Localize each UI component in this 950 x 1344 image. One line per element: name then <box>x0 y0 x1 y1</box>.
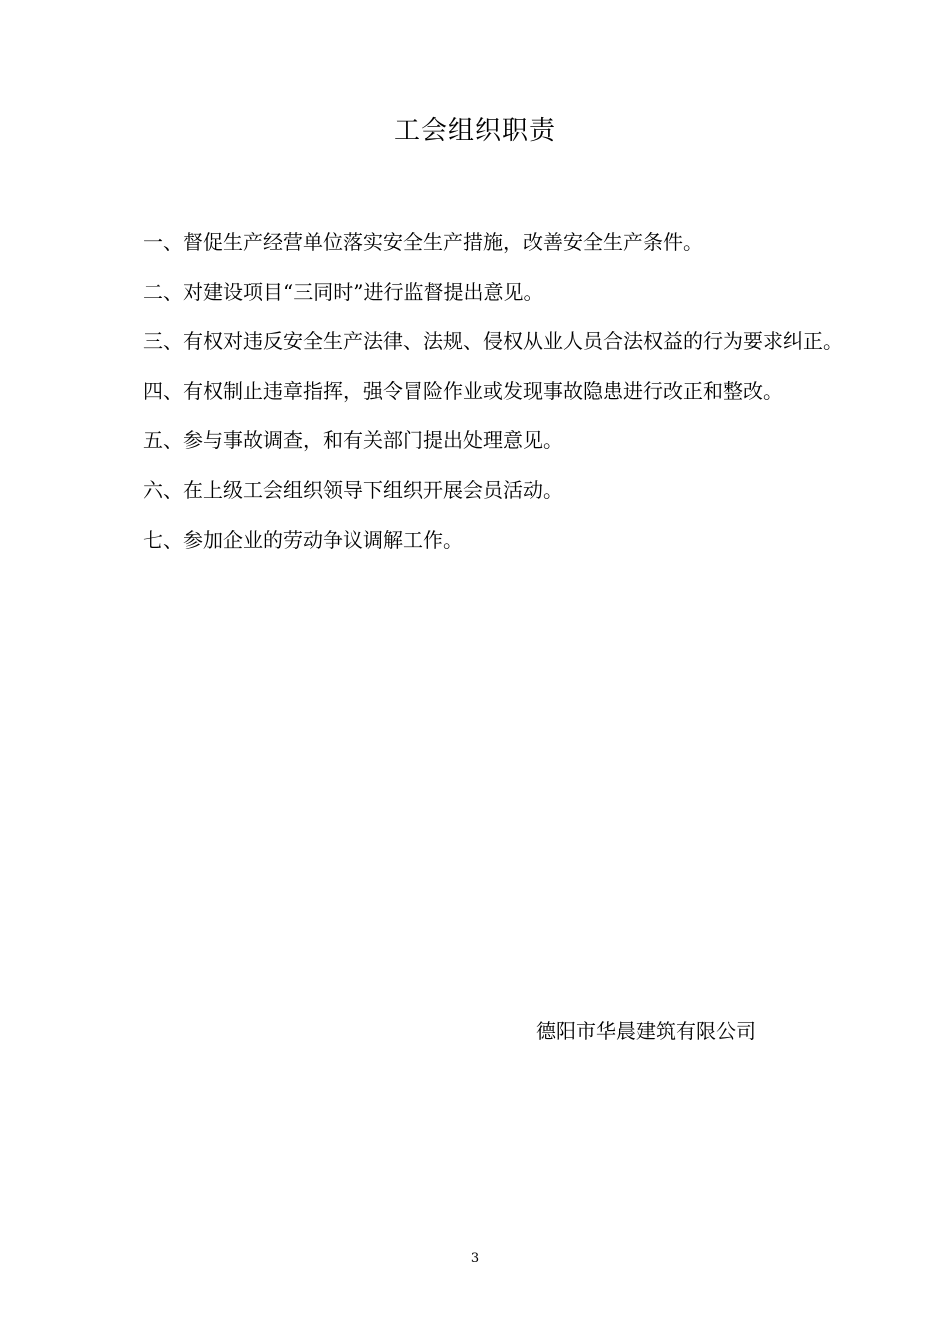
list-item <box>143 516 873 566</box>
item-number: 二、 <box>143 279 183 304</box>
item-number: 三、 <box>143 329 183 354</box>
item-text: 对建设项目“三同时”进行监督提出意见。 <box>183 279 544 304</box>
page-number: 3 <box>470 1251 480 1266</box>
item-number: 六、 <box>143 477 183 502</box>
list-item <box>143 268 873 318</box>
item-number: 七、 <box>143 527 183 552</box>
list-item <box>143 416 873 466</box>
item-text: 有权制止违章指挥，强令冒险作业或发现事故隐患进行改正和整改。 <box>183 378 783 403</box>
item-number: 四、 <box>143 378 183 403</box>
list-item <box>143 367 873 417</box>
item-number: 一、 <box>143 230 183 254</box>
company-signature: 德阳市华晨建筑有限公司 <box>536 1019 756 1043</box>
list-item <box>143 218 873 268</box>
item-text: 参加企业的劳动争议调解工作。 <box>183 527 463 552</box>
item-text: 参与事故调查，和有关部门提出处理意见。 <box>183 428 563 453</box>
item-text: 在上级工会组织领导下组织开展会员活动。 <box>183 477 563 502</box>
list-item <box>143 466 873 516</box>
item-text: 督促生产经营单位落实安全生产措施，改善安全生产条件。 <box>183 230 703 254</box>
list-item <box>143 317 873 367</box>
duties-list <box>143 218 873 565</box>
item-number: 五、 <box>143 428 183 453</box>
page-title: 工会组织职责 <box>393 116 556 146</box>
item-text: 有权对违反安全生产法律、法规、侵权从业人员合法权益的行为要求纠正。 <box>183 329 843 354</box>
